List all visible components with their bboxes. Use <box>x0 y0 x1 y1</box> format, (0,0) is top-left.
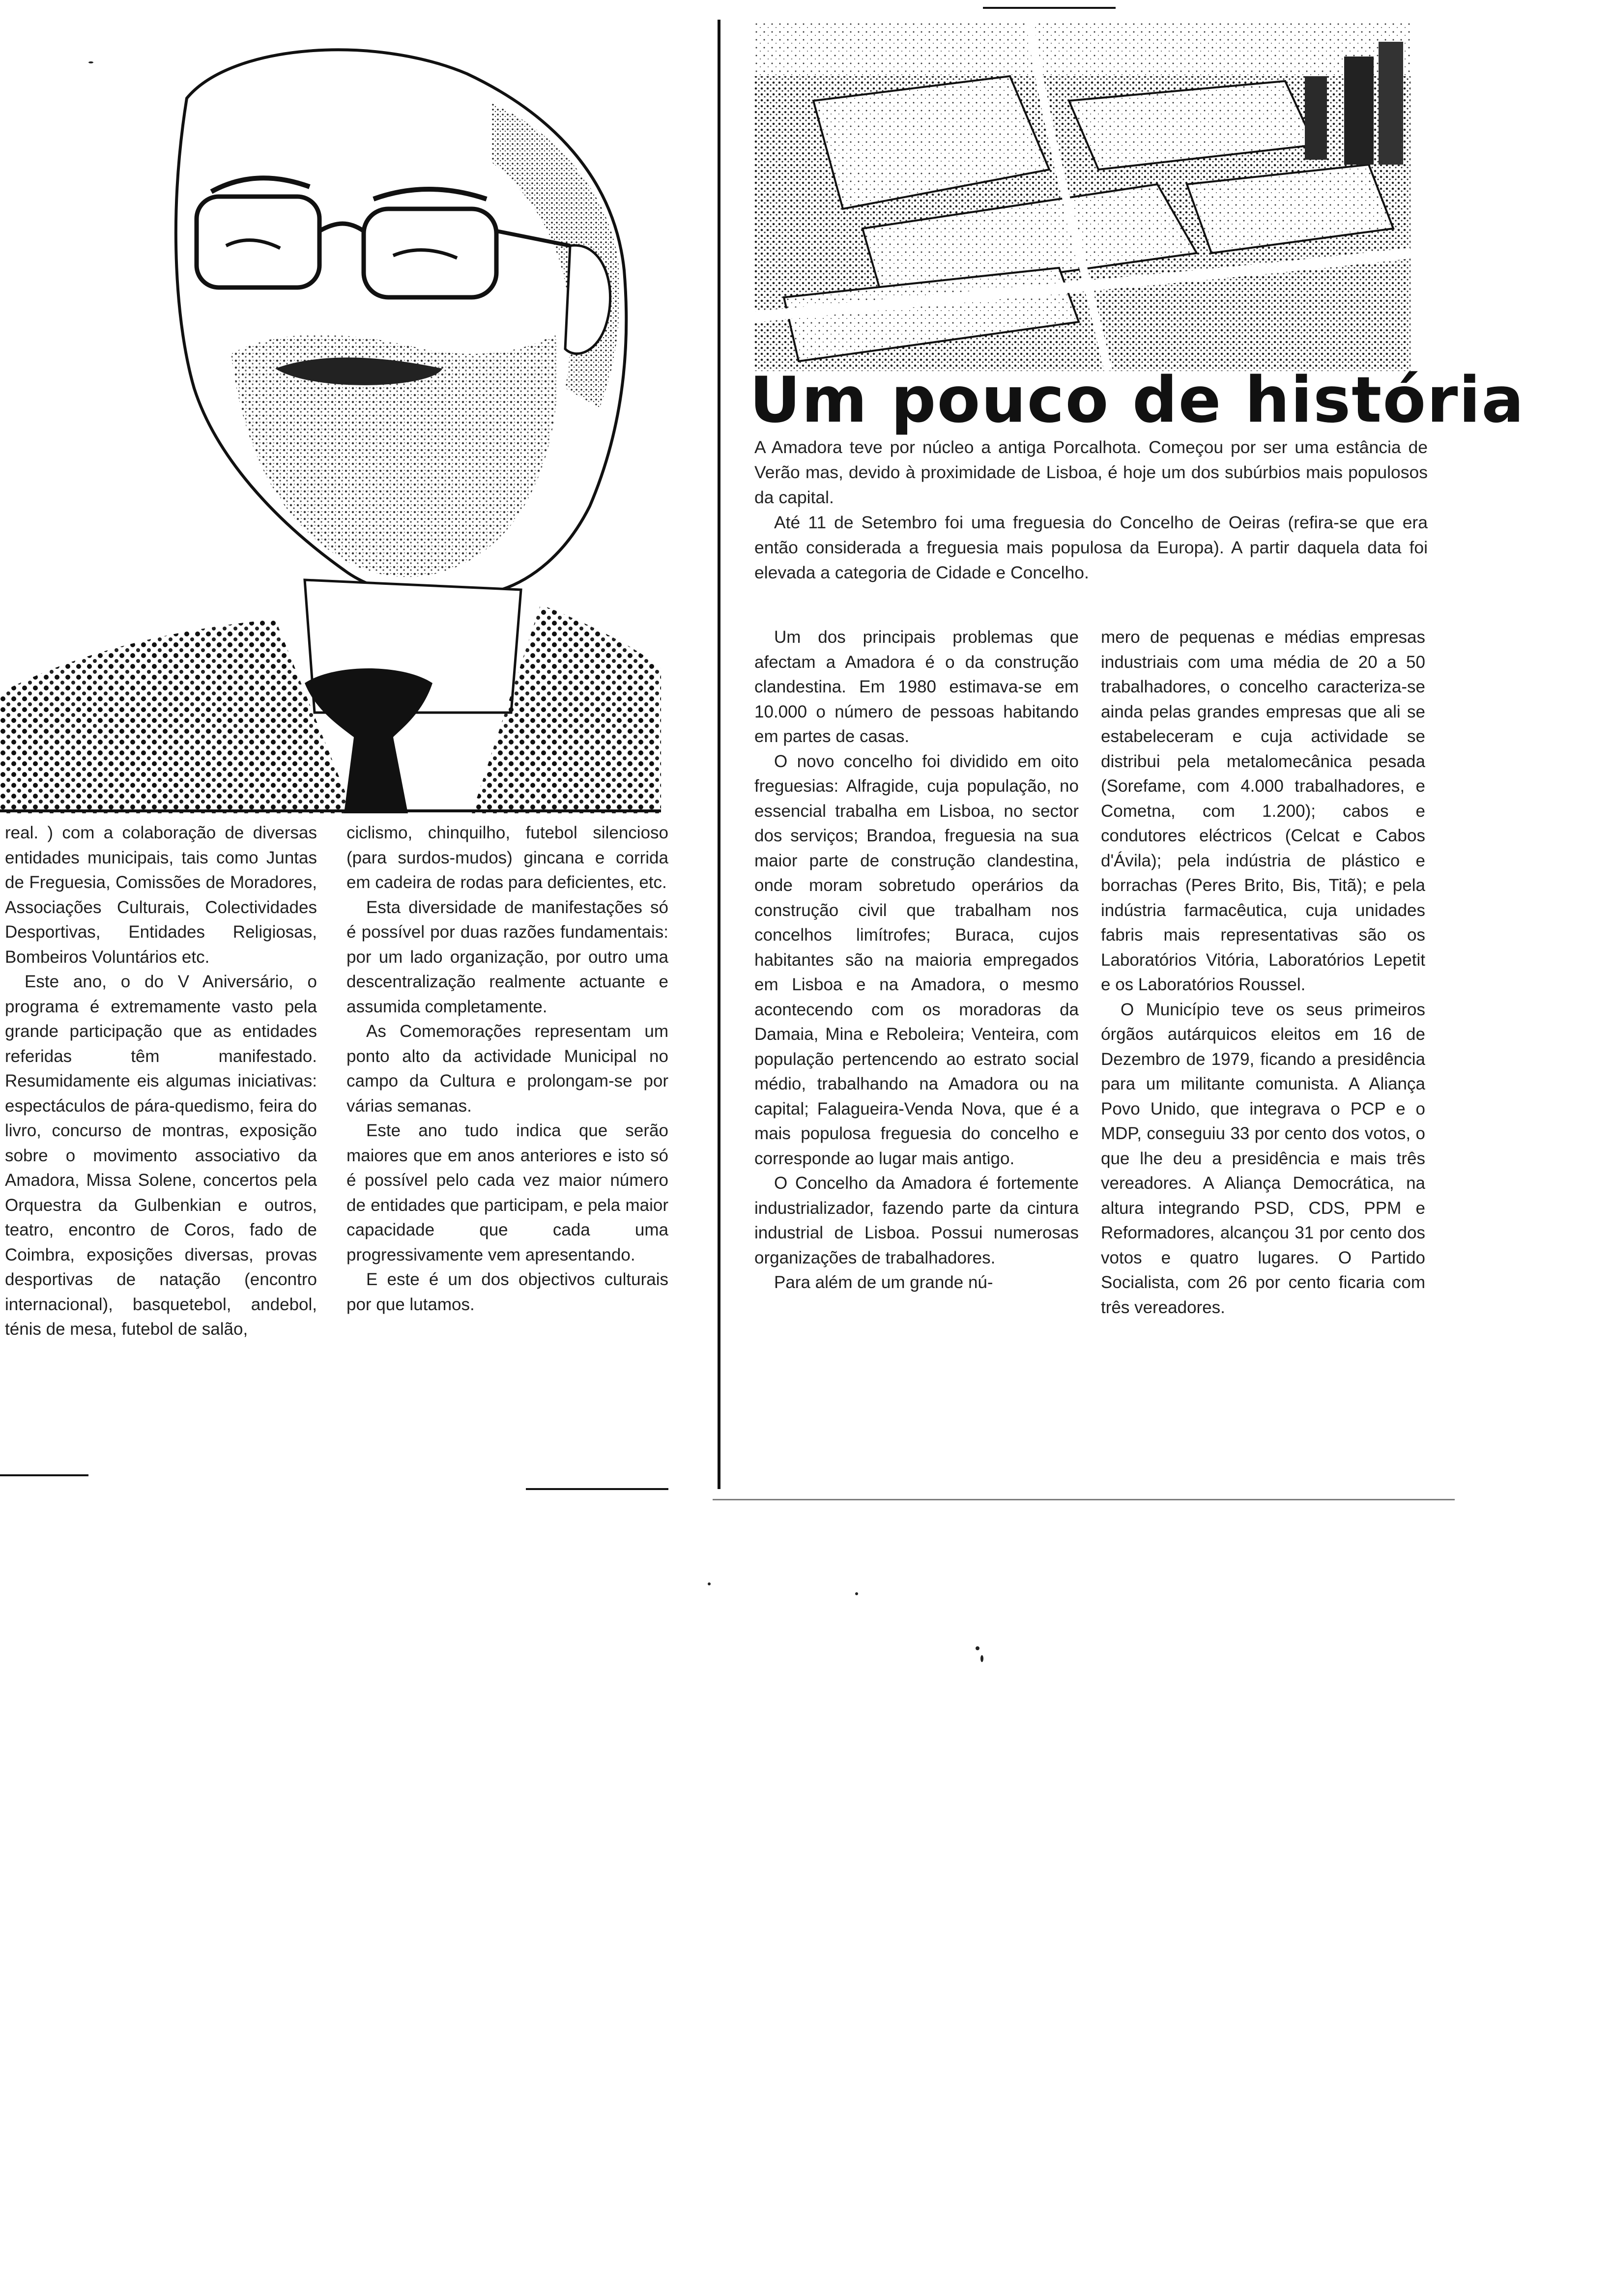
article-headline: Um pouco de história <box>749 364 1525 437</box>
right-column-2 <box>1101 625 1425 1320</box>
article-lead <box>754 435 1428 585</box>
city-photo <box>754 22 1410 371</box>
bottom-rule-right <box>713 1499 1455 1500</box>
right-column-1 <box>754 625 1079 1295</box>
body-paragraph: O novo concelho foi dividido em oito freguesias: Alfragide, cuja população, no essencial trabalha em Lisboa, no sector dos serviços; Brandoa, freguesia na sua maior parte de construção clandestina, onde moram sobretudo operários da construção civil que trabalham nos concelhos limítrofes; Buraca, cujos habitantes são na maioria empregados em Lisboa e na Amadora, o mesmo acontecendo com os moradoras da Damaia, Mina e Reboleira; Venteira, com população pertencendo ao estrato social médio, trabalhando na Amadora ou na capital; Falagueira-Venda Nova, que é a mais populosa freguesia do concelho e corresponde ao lugar mais antigo. <box>754 751 1079 1168</box>
body-paragraph: mero de pequenas e médias empresas industriais com uma média de 20 a 50 trabalhadores, o concelho caracteriza-se ainda pelas grandes empresas que ali se estabeleceram e cuja actividade se distribui pela metalomecânica pesada (Sorefame, com 4.000 trabalhadores, e Cometna, com 1.200); cabos e condutores eléctricos (Celcat e Cabos d'Ávila); pela indústria de plástico e borrachas (Peres Brito, Bis, Titã); e pela indústria farmacêutica, cuja unidades fabris mais representativas são os Laboratórios Vitória, Laboratórios Lepetit e os Laboratórios Roussel. <box>1101 628 1425 994</box>
body-paragraph: E este é um dos objectivos culturais por que lutamos. <box>346 1270 668 1314</box>
scan-speck <box>708 1582 711 1585</box>
left-column-2 <box>346 821 668 1317</box>
scan-speck <box>976 1646 979 1650</box>
body-paragraph: ciclismo, chinquilho, futebol silencioso (para surdos-mudos) gincana e corrida em cadeira de rodas para deficientes, etc. <box>346 823 668 892</box>
body-paragraph: Para além de um grande nú- <box>774 1273 993 1292</box>
bottom-rule-left <box>0 1474 88 1476</box>
left-column-1 <box>5 821 317 1342</box>
lead-paragraph: Até 11 de Setembro foi uma freguesia do Concelho de Oeiras (refira-se que era então considerada a freguesia mais populosa da Europa). A partir daquela data foi elevada a categoria de Cidade e Concelho. <box>754 513 1428 582</box>
body-paragraph: Esta diversidade de manifestações só é possível por duas razões fundamentais: por um lado organização, por outro uma descentralização realmente actuante e assumida completamente. <box>346 897 668 1016</box>
scan-speck <box>980 1655 983 1662</box>
column-divider-rule <box>718 20 720 1489</box>
body-paragraph: As Comemorações representam um ponto alto da actividade Municipal no campo da Cultura e prolongam-se por várias semanas. <box>346 1022 668 1116</box>
body-paragraph: O Concelho da Amadora é fortemente industrializador, fazendo parte da cintura industrial de Lisboa. Possui numerosas organizações de trabalhadores. <box>754 1174 1079 1267</box>
scan-speck <box>88 61 93 63</box>
scan-speck <box>855 1592 858 1595</box>
body-paragraph: Um dos principais problemas que afectam a Amadora é o da construção clandestina. Em 1980 estimava-se em 10.000 o número de pessoas habitando em partes de casas. <box>754 628 1079 746</box>
body-paragraph: O Município teve os seus primeiros órgãos autárquicos eleitos em 16 de Dezembro de 1979, ficando a presidência para um militante comunista. A Aliança Povo Unido, que integrava o PCP e o MDP, conseguiu 33 por cento dos votos, o que lhe deu a presidência e mais três vereadores. A Aliança Democrática, na altura integrando PSD, CDS, PPM e Reformadores, alcançou 31 por cento dos votos e quatro lugares. O Partido Socialista, com 26 por cento ficaria com três vereadores. <box>1101 1000 1425 1317</box>
body-paragraph: Este ano tudo indica que serão maiores que em anos anteriores e isto só é possível pelo cada vez maior número de entidades que participam, e pela maior capacidade que cada uma progressivamente vem apresentando. <box>346 1121 668 1264</box>
lead-paragraph: A Amadora teve por núcleo a antiga Porcalhota. Começou por ser uma estância de Verão mas, devido à proximidade de Lisboa, é hoje um dos subúrbios mais populosos da capital. <box>754 437 1428 507</box>
body-paragraph: real. ) com a colaboração de diversas entidades municipais, tais como Juntas de Freguesia, Comissões de Moradores, Associações Culturais, Colectividades Desportivas, Entidades Religiosas, Bombeiros Voluntários etc. <box>5 823 317 967</box>
top-rule <box>983 7 1116 9</box>
body-paragraph: Este ano, o do V Aniversário, o programa é extremamente vasto pela grande participação que as entidades referidas têm manifestado. Resumidamente eis algumas iniciativas: espectáculos de pára-quedismo, feira do livro, concurso de montras, exposição sobre o movimento associativo da Amadora, Missa Solene, concertos pela Orquestra da Gulbenkian e outros, teatro, encontro de Coros, fado de Coimbra, exposições diversas, provas desportivas de natação (encontro internacional), basquetebol, andebol, ténis de mesa, futebol de salão, <box>5 972 317 1339</box>
bottom-rule-left <box>526 1488 668 1490</box>
portrait-photo <box>0 15 661 813</box>
